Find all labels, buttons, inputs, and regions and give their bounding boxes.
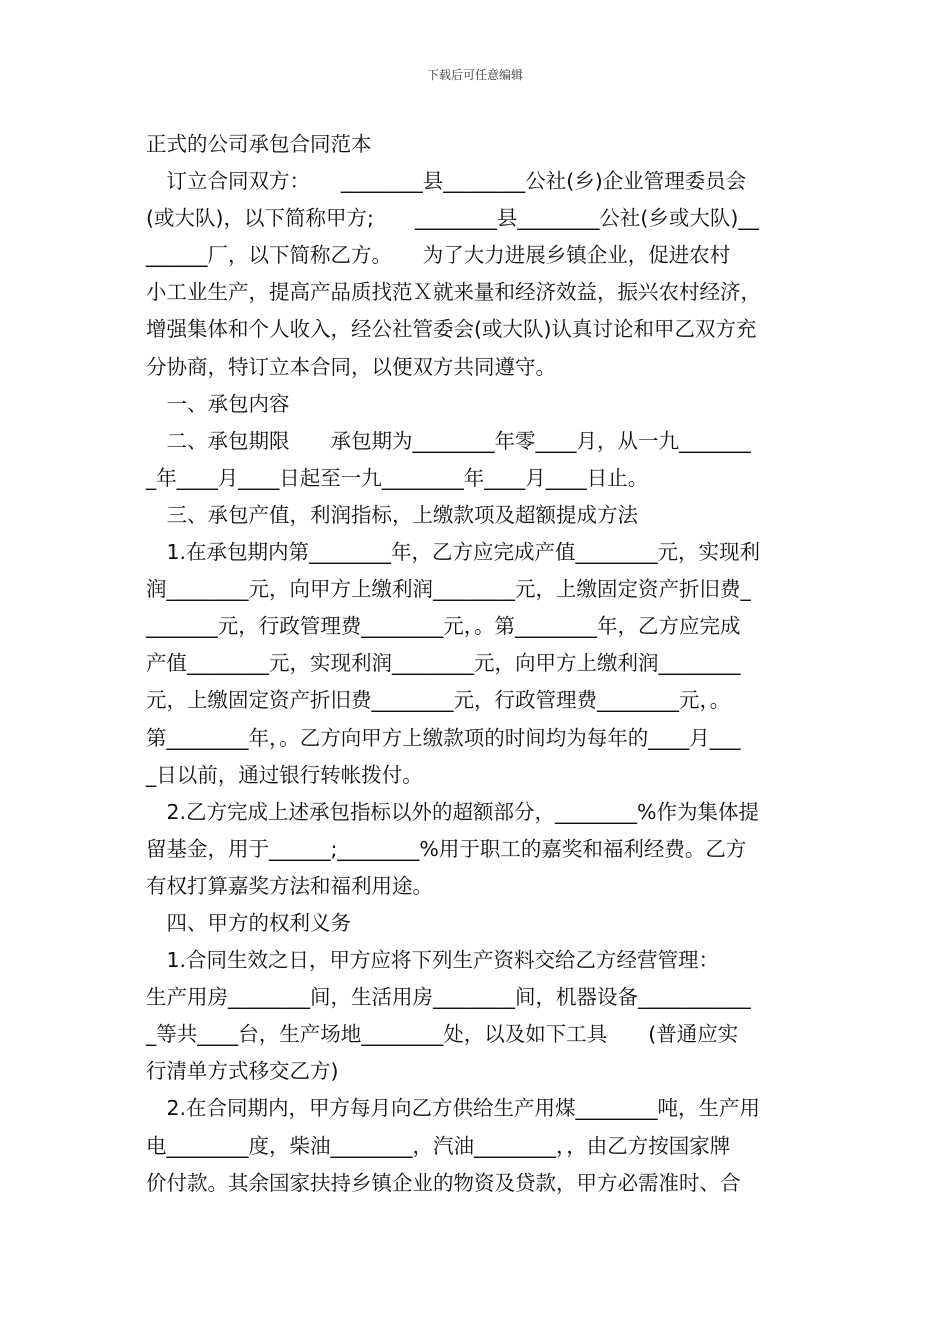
text-line: 润________元，向甲方上缴利润________元，上缴固定资产折旧费_ [146, 577, 751, 602]
document-body [146, 126, 810, 1202]
text-line: 订立合同双方： ________县________公社(乡)企业管理委员会 [146, 169, 747, 194]
text-line: 2.在合同期内，甲方每月向乙方供给生产用煤________吨，生产用 [146, 1096, 761, 1121]
text-line: 小工业生产，提高产品质找范Ｘ就来量和经济效益，振兴农村经济， [146, 280, 761, 305]
text-line: ______厂，以下简称乙方。 为了大力进展乡镇企业，促进农村 [146, 243, 731, 268]
text-line: 留基金，用于______;________%用于职工的嘉奖和福利经费。乙方 [146, 836, 747, 861]
text-line: 1.在承包期内第________年，乙方应完成产值________元，实现利 [146, 540, 761, 565]
text-line: 1.合同生效之日，甲方应将下列生产资料交给乙方经营管理： [146, 948, 720, 973]
text-line: _年____月____日起至一九________年____月____日止。 [146, 465, 649, 490]
text-line: _日以前，通过银行转帐拨付。 [146, 762, 423, 787]
text-line: 2.乙方完成上述承包指标以外的超额部分，________%作为集体提 [146, 799, 760, 824]
section-heading: 一、承包内容 [146, 391, 290, 416]
page-header: 下载后可任意编辑 [426, 68, 523, 82]
text-line: 有权打算嘉奖方法和福利用途。 [146, 873, 433, 898]
text-line: 分协商，特订立本合同，以便双方共同遵守。 [146, 354, 556, 379]
document-title: 正式的公司承包合同范本 [146, 132, 372, 156]
text-line: 价付款。其余国家扶持乡镇企业的物资及贷款，甲方必需准时、合 [146, 1170, 741, 1195]
section-heading: 三、承包产值，利润指标，上缴款项及超额提成方法 [146, 502, 638, 527]
text-line: 二、承包期限 承包期为________年零____月，从一九_______ [146, 428, 751, 453]
text-line: 元，上缴固定资产折旧费________元，行政管理费________元，。 [146, 688, 731, 713]
text-line: 电________度，柴油________，汽油________，，由乙方按国家牌 [146, 1133, 731, 1158]
text-line: 第________年，。乙方向甲方上缴款项的时间均为每年的____月___ [146, 725, 741, 750]
text-line: 产值________元，实现利润________元，向甲方上缴利润________ [146, 651, 741, 676]
text-line: 增强集体和个人收入，经公社管委会(或大队)认真讨论和甲乙双方充 [146, 317, 757, 342]
section-heading: 四、甲方的权利义务 [146, 910, 351, 935]
text-line: 行清单方式移交乙方) [146, 1059, 339, 1084]
text-line: (或大队)，以下简称甲方; ________县________公社(乡或大队)__ [146, 206, 759, 231]
text-line: 生产用房________间，生活用房________间，机器设备___________ [146, 985, 751, 1010]
text-line: _______元，行政管理费________元，。第________年，乙方应完成 [146, 614, 741, 639]
text-line: _等共____台，生产场地________处，以及如下工具 (普通应实 [146, 1022, 739, 1047]
